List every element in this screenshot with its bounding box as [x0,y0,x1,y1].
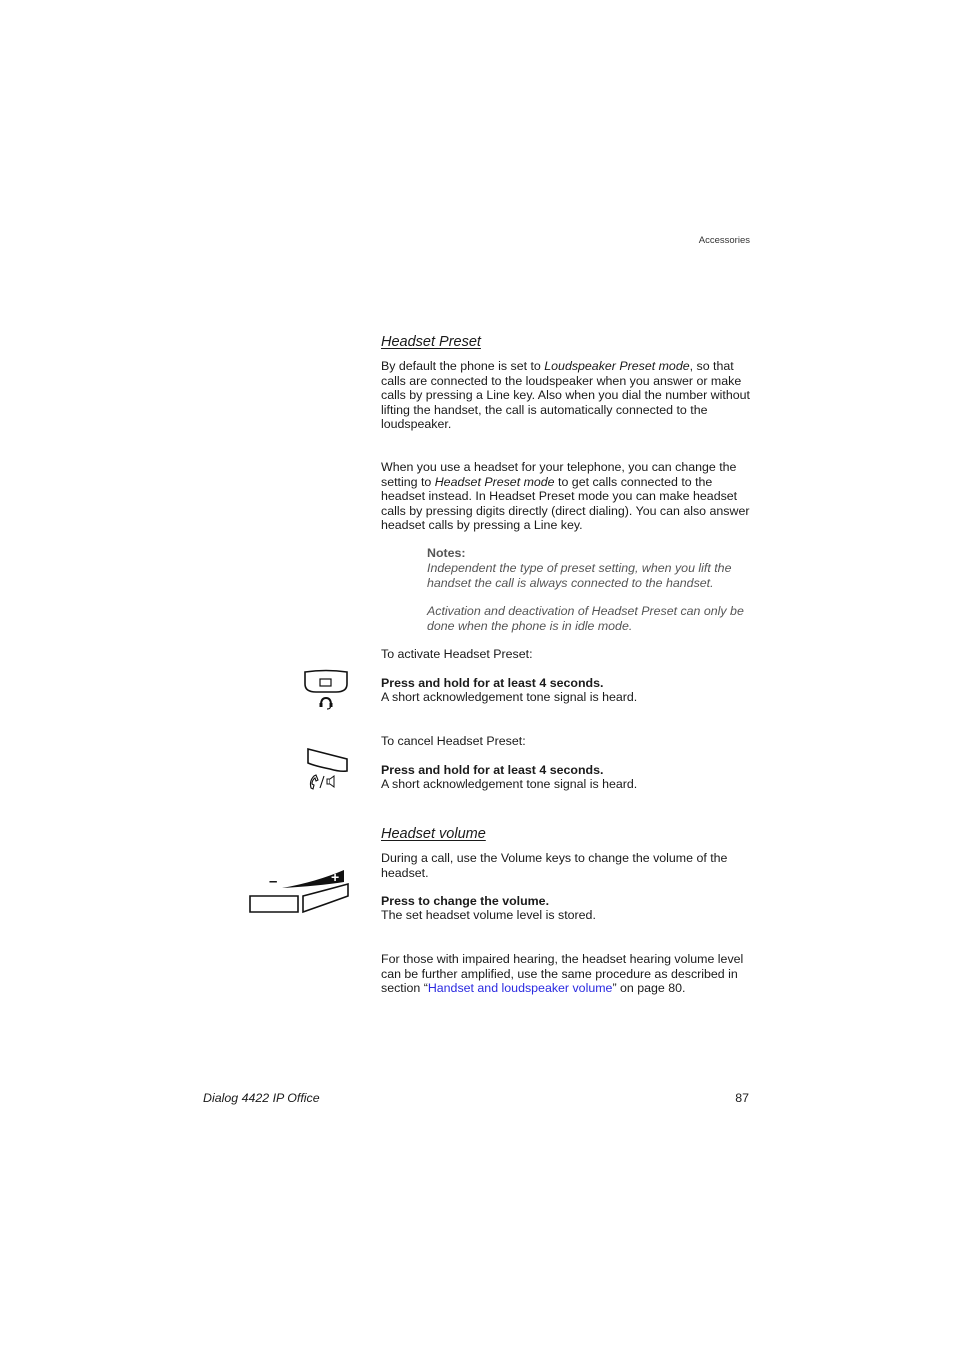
volume-result: The set headset volume level is stored. [381,908,596,922]
volume-intro: During a call, use the Volume keys to change the volume of the headset. [381,851,728,880]
activate-intro: To activate Headset Preset: [381,647,533,661]
notes-title: Notes: [427,546,466,560]
paragraph-text: By default the phone is set to [381,359,545,373]
paragraph-text: ” on page 80. [612,981,686,995]
running-header: Accessories [698,235,750,246]
section-heading-headset-volume: Headset volume [381,826,486,842]
paragraph-text: , so that calls are connected to the loudspeaker when you answer or make calls by pressing a Line key. Also when you dial the number without lifting the handset, the call is automatically connected to the loudspeaker. [381,359,750,431]
activate-result: A short acknowledgement tone signal is heard. [381,690,638,704]
volume-keys-icon [246,866,354,916]
section-heading-headset-preset: Headset Preset [381,334,481,350]
minus-symbol: – [269,873,278,890]
paragraph-default-mode [381,359,753,432]
volume-instruction: Press to change the volume. [381,894,550,908]
plus-symbol: + [331,869,340,885]
mode-name: Loudspeaker Preset mode [544,359,690,373]
activate-instruction: Press and hold for at least 4 seconds. [381,676,604,690]
amplify-paragraph [381,952,753,996]
paragraph-text: When you use a headset for your telephone, you can change the setting to [381,460,737,489]
cross-reference-link[interactable]: Handset and loudspeaker volume [427,981,613,995]
note-handset-lift: Independent the type of preset setting, when you lift the handset the call is always connected to the handset. [427,561,732,590]
cancel-result: A short acknowledgement tone signal is heard. [381,777,638,791]
page-number: 87 [735,1091,749,1105]
headset-key-icon [300,668,352,714]
cancel-intro: To cancel Headset Preset: [381,734,526,748]
handsfree-key-icon [300,746,352,794]
footer-product: Dialog 4422 IP Office [203,1091,320,1105]
note-idle-mode: Activation and deactivation of Headset Preset can only be done when the phone is in idle mode. [427,604,744,633]
paragraph-text: For those with impaired hearing, the headset hearing volume level can be further amplified, use the same procedure as described in section “ [381,952,744,995]
paragraph-text: to get calls connected to the headset instead. In Headset Preset mode you can make headset calls by pressing digits directly (direct dialing). You can also answer headset calls by pressing a Line key. [381,474,750,532]
paragraph-headset-mode [381,460,753,533]
cancel-instruction: Press and hold for at least 4 seconds. [381,763,604,777]
mode-name: Headset Preset mode [434,474,555,489]
